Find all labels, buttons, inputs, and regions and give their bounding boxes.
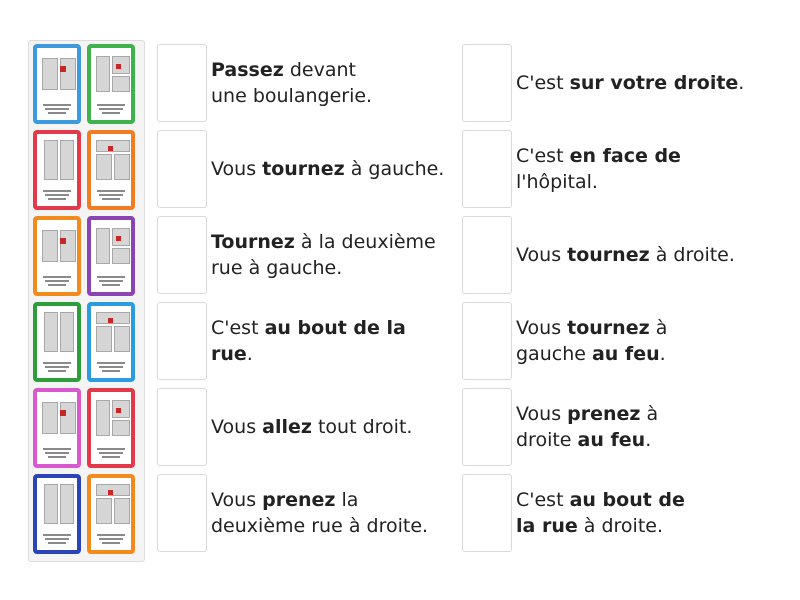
right-drop-slot-1[interactable] — [462, 44, 512, 122]
card-caption — [94, 362, 128, 372]
draggable-card-5[interactable] — [33, 216, 81, 296]
bakery-map-icon — [94, 310, 128, 352]
card-caption — [40, 104, 74, 114]
left-drop-slot-3[interactable] — [157, 216, 207, 294]
draggable-card-4[interactable] — [87, 130, 135, 210]
right-drop-slot-3[interactable] — [462, 216, 512, 294]
traffic-light-map-icon — [94, 52, 128, 94]
card-caption — [40, 276, 74, 286]
left-drop-slot-1[interactable] — [157, 44, 207, 122]
second-right-map-icon — [94, 482, 128, 524]
left-answer-label-6: Vous prenez la deuxième rue à droite. — [211, 489, 429, 537]
card-caption — [94, 190, 128, 200]
right-answer-label-3: Vous tournez à droite. — [516, 244, 735, 266]
right-answer-label-4: Vous tournez à gauche au feu. — [516, 317, 668, 365]
right-drop-slot-2[interactable] — [462, 130, 512, 208]
card-caption — [94, 276, 128, 286]
right-answer-label-1: C'est sur votre droite. — [516, 72, 745, 94]
right-drop-slot-6[interactable] — [462, 474, 512, 552]
right-answer-label-2: C'est en face de l'hôpital. — [516, 145, 681, 193]
hospital-map-icon — [40, 52, 74, 94]
draggable-card-3[interactable] — [33, 130, 81, 210]
left-answer-label-2: Vous tournez à gauche. — [211, 158, 445, 180]
draggable-card-7[interactable] — [33, 302, 81, 382]
draggable-card-1[interactable] — [33, 44, 81, 124]
left-street-map-icon — [40, 396, 74, 438]
destination-right-map-icon — [94, 138, 128, 180]
card-caption — [40, 362, 74, 372]
left-drop-slot-2[interactable] — [157, 130, 207, 208]
card-caption — [94, 104, 128, 114]
end-of-street-map-icon — [94, 224, 128, 266]
right-answer-label-6: C'est au bout de la rue à droite. — [516, 489, 685, 537]
draggable-card-11[interactable] — [33, 474, 81, 554]
card-caption — [40, 448, 74, 458]
left-answer-label-4: C'est au bout de la rue. — [211, 317, 406, 365]
left-drop-slot-5[interactable] — [157, 388, 207, 466]
draggable-card-2[interactable] — [87, 44, 135, 124]
left-answer-label-1: Passez devant une boulangerie. — [211, 59, 373, 107]
second-left-map-icon — [40, 224, 74, 266]
draggable-card-8[interactable] — [87, 302, 135, 382]
left-drop-slot-6[interactable] — [157, 474, 207, 552]
card-caption — [40, 534, 74, 544]
card-caption — [40, 190, 74, 200]
left-drop-slot-4[interactable] — [157, 302, 207, 380]
straight-ahead-map-icon — [94, 396, 128, 438]
draggable-card-6[interactable] — [87, 216, 135, 296]
end-right-map-icon — [40, 482, 74, 524]
right-answer-label-5: Vous prenez à droite au feu. — [516, 403, 659, 451]
left-answer-label-5: Vous allez tout droit. — [211, 416, 413, 438]
draggable-card-10[interactable] — [87, 388, 135, 468]
traffic-light-left-map-icon — [40, 310, 74, 352]
draggable-card-9[interactable] — [33, 388, 81, 468]
draggable-card-12[interactable] — [87, 474, 135, 554]
right-drop-slot-5[interactable] — [462, 388, 512, 466]
left-answer-label-3: Tournez à la deuxième rue à gauche. — [211, 231, 436, 279]
card-caption — [94, 534, 128, 544]
card-caption — [94, 448, 128, 458]
right-drop-slot-4[interactable] — [462, 302, 512, 380]
left-turn-map-icon — [40, 138, 74, 180]
